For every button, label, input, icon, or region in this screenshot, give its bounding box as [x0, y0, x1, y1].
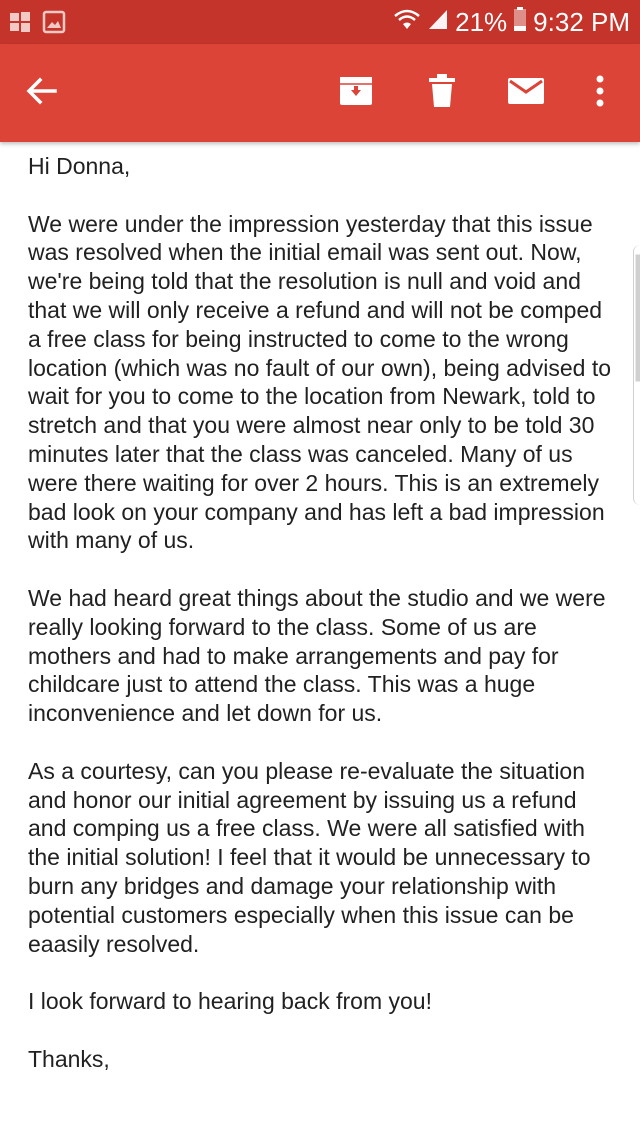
back-arrow-icon: [25, 74, 59, 113]
mail-icon: [507, 77, 545, 110]
image-icon: [42, 10, 66, 39]
windows-app-icon: [8, 10, 32, 39]
email-closing: Thanks,: [28, 1045, 110, 1072]
email-greeting: Hi Donna,: [28, 153, 131, 179]
email-paragraph: We had heard great things about the studio and we were really looking forward to the class. Some of us are mothers and had to make arrangements and pay for childcare just to attend the class. This was a huge inconvenience and let down for us.: [28, 584, 606, 727]
notification-icons: [8, 10, 66, 39]
mark-unread-button[interactable]: [498, 44, 554, 142]
status-right: [393, 0, 630, 44]
email-paragraph: We were under the impression yesterday that this issue was resolved when the initial email was sent out. Now, we're being told that the resolution is null and void and that we will only receive a refund and will not be comped a free class for being instructed to come to the wrong location (which was no fault of our own), being advised to wait for you to come to the location from Newark, told to stretch and that you were almost near only to be told 30 minutes later that the class was canceled. Many of us were there waiting for over 2 hours. This is an extremely bad look on your company and has left a bad impression with many of us.: [28, 210, 611, 554]
more-vert-icon: [595, 75, 605, 112]
battery-percent: 21%: [455, 6, 508, 37]
delete-icon: [428, 74, 456, 113]
email-paragraph: As a courtesy, can you please re-evaluate the situation and honor our initial agreement by issuing us a refund and comping us a free class. We were all satisfied with the initial solution! I feel that it would be unnecessary to burn any bridges and damage your relationship with potential customers especially when this issue can be eaasily resolved.: [28, 757, 591, 957]
status-bar: [0, 0, 640, 44]
clock: 9:32 PM: [533, 6, 630, 37]
app-bar: [0, 44, 640, 142]
signal-icon: [427, 7, 449, 38]
archive-icon: [339, 75, 373, 112]
scroll-indicator[interactable]: [633, 245, 640, 505]
back-button[interactable]: [14, 44, 70, 142]
wifi-icon: [393, 7, 421, 38]
email-body: [28, 152, 618, 1102]
battery-icon: [513, 6, 527, 39]
more-options-button[interactable]: [580, 44, 620, 142]
email-paragraph: I look forward to hearing back from you!: [28, 988, 432, 1015]
delete-button[interactable]: [414, 44, 470, 142]
archive-button[interactable]: [328, 44, 384, 142]
